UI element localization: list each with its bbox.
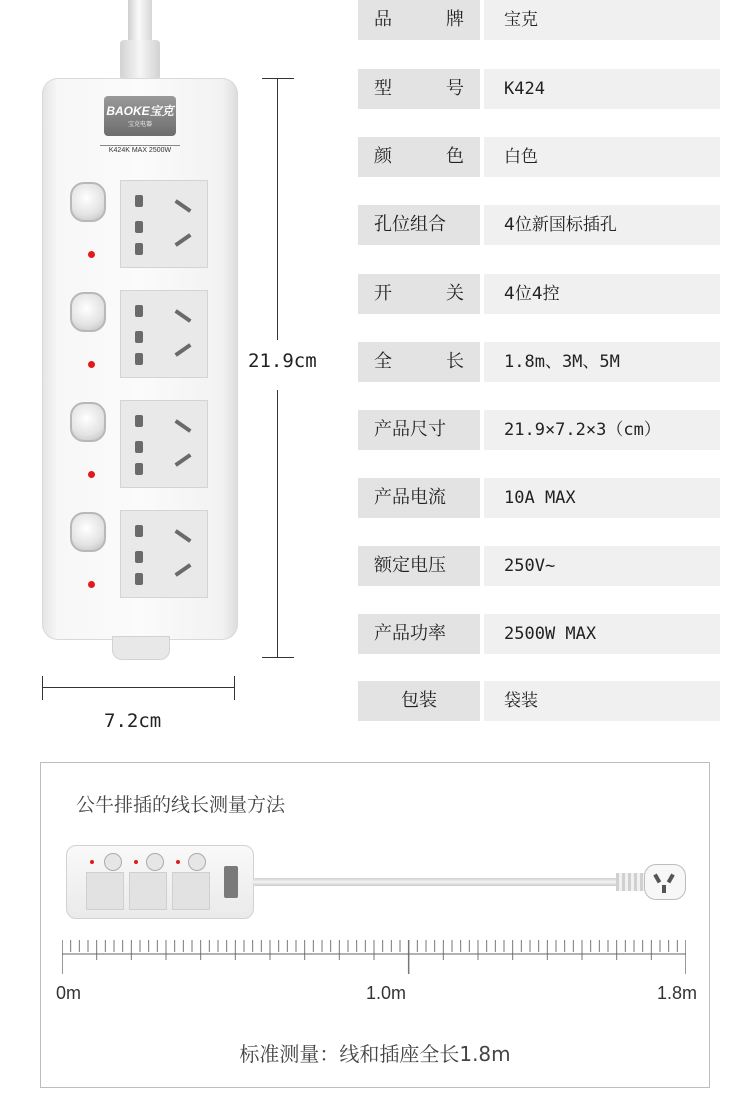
socket-pin: [174, 453, 191, 467]
indicator-led: [90, 860, 94, 864]
socket-pin: [174, 343, 191, 357]
spec-label: [358, 342, 480, 382]
spec-label-text: 型 号: [374, 78, 464, 99]
spec-value: 2500W MAX: [484, 614, 720, 654]
indicator-led-4: [88, 581, 95, 588]
power-strip-foot: [112, 636, 170, 660]
spec-value: K424: [484, 69, 720, 109]
spec-value: 1.8m、3M、5M: [484, 342, 720, 382]
spec-value: 4位4控: [484, 274, 720, 314]
spec-row-model: [358, 69, 720, 109]
spec-row-package: [358, 681, 720, 721]
spec-label-text: 开 关: [374, 283, 464, 304]
socket-1: [120, 180, 208, 268]
dimension-tick: [234, 676, 235, 700]
spec-value: 白色: [484, 137, 720, 177]
spec-row-length: [358, 342, 720, 382]
spec-label: [358, 0, 480, 40]
indicator-led-3: [88, 471, 95, 478]
spec-row-voltage: [358, 546, 720, 586]
socket-pin: [174, 419, 191, 433]
spec-label: [358, 410, 480, 450]
power-cord-horizontal: [252, 878, 622, 886]
socket-pin: [135, 573, 143, 585]
spec-row-current: [358, 478, 720, 518]
spec-label-text: 颜 色: [374, 146, 464, 167]
socket-pin: [174, 309, 191, 323]
brand-badge-sub: 宝克电器: [127, 122, 152, 128]
spec-label-text: 产品电流: [374, 487, 446, 508]
socket-pin: [135, 195, 143, 207]
plug-neck: [616, 873, 646, 891]
socket: [129, 872, 167, 910]
outlet-switch-4: [70, 512, 106, 552]
model-tag: K424K MAX 2500W: [100, 145, 180, 156]
indicator-led-1: [88, 251, 95, 258]
socket-pin: [135, 305, 143, 317]
brand-badge: [104, 96, 176, 136]
indicator-led-2: [88, 361, 95, 368]
spec-label: [358, 546, 480, 586]
spec-label: [358, 205, 480, 245]
outlet-switch: [104, 853, 122, 871]
indicator-led: [134, 860, 138, 864]
spec-label: [358, 137, 480, 177]
indicator-led: [176, 860, 180, 864]
socket-pin: [135, 441, 143, 453]
spec-value: 10A MAX: [484, 478, 720, 518]
spec-label: [358, 614, 480, 654]
socket-2: [120, 290, 208, 378]
measurement-title: 公牛排插的线长测量方法: [76, 794, 286, 816]
socket-4: [120, 510, 208, 598]
spec-row-color: [358, 137, 720, 177]
spec-value: 4位新国标插孔: [484, 205, 720, 245]
spec-row-power: [358, 614, 720, 654]
outlet-switch: [146, 853, 164, 871]
spec-label-text: 孔位组合: [374, 214, 446, 235]
spec-row-switch: [358, 274, 720, 314]
outlet-switch: [188, 853, 206, 871]
spec-row-size: [358, 410, 720, 450]
spec-label: [358, 478, 480, 518]
spec-label: 包装: [358, 681, 480, 721]
socket-pin: [135, 525, 143, 537]
cord-collar: [120, 40, 160, 80]
spec-value: 21.9×7.2×3（cm）: [484, 410, 720, 450]
spec-label: [358, 274, 480, 314]
socket-pin: [135, 415, 143, 427]
socket-pin: [135, 551, 143, 563]
measuring-ruler: [62, 940, 686, 974]
spec-label-text: 产品尺寸: [374, 419, 446, 440]
outlet-switch-1: [70, 182, 106, 222]
socket-pin: [135, 243, 143, 255]
spec-value: 袋装: [484, 681, 720, 721]
spec-label-text: 全 长: [374, 351, 464, 372]
socket-pin: [174, 199, 191, 213]
socket-3: [120, 400, 208, 488]
width-dimension-line: [42, 687, 234, 688]
spec-value: 250V~: [484, 546, 720, 586]
outlet-switch-3: [70, 402, 106, 442]
ruler-label-middle: 1.0m: [366, 983, 407, 1003]
spec-row-socket-combo: [358, 205, 720, 245]
socket-pin: [174, 233, 191, 247]
brand-badge-small: [224, 866, 238, 898]
dimension-tick: [262, 78, 294, 79]
socket-pin: [135, 331, 143, 343]
measurement-caption: 标准测量：线和插座全长1.8m: [239, 1042, 511, 1066]
plug-prongs-icon: [645, 865, 685, 899]
spec-row-brand: [358, 0, 720, 40]
spec-value: 宝克: [484, 0, 720, 40]
ruler-ticks: [62, 940, 686, 974]
socket-pin: [174, 563, 191, 577]
dimension-tick: [262, 657, 294, 658]
spec-label-text: 额定电压: [374, 555, 446, 576]
brand-badge-name: BAOKE宝克: [106, 104, 174, 118]
width-label: 7.2cm: [104, 710, 162, 732]
ruler-label-start: 0m: [56, 983, 82, 1003]
spec-label-text: 产品功率: [374, 623, 446, 644]
dimension-tick: [42, 676, 43, 700]
plug: [644, 864, 686, 900]
height-label: 21.9cm: [248, 350, 317, 372]
socket-pin: [135, 221, 143, 233]
socket-pin: [135, 353, 143, 365]
socket: [86, 872, 124, 910]
socket-pin: [135, 463, 143, 475]
ruler-label-end: 1.8m: [657, 983, 698, 1003]
spec-label: [358, 69, 480, 109]
outlet-switch-2: [70, 292, 106, 332]
socket-pin: [174, 529, 191, 543]
socket: [172, 872, 210, 910]
spec-label-text: 品 牌: [374, 9, 464, 30]
